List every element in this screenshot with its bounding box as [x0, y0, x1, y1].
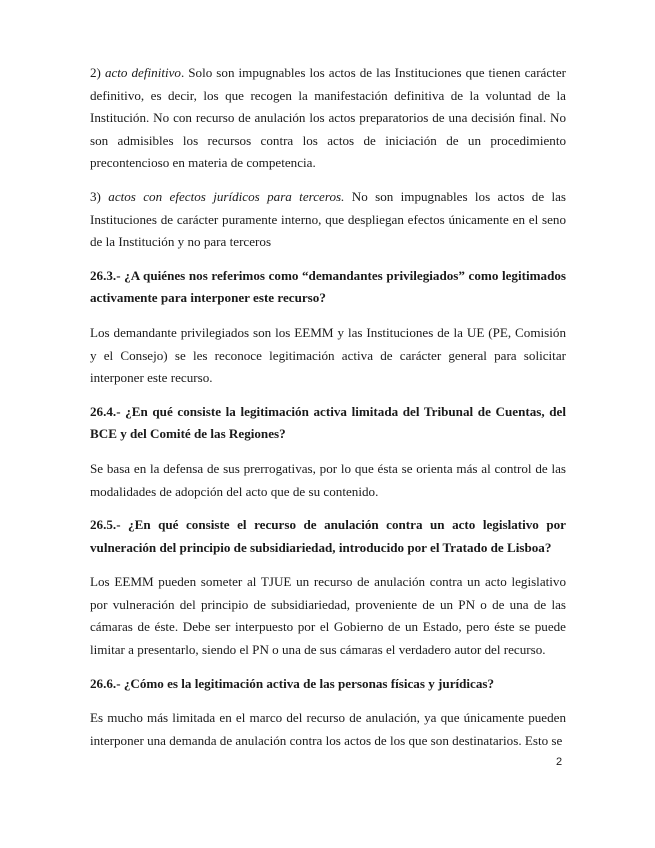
- paragraph-text: No son impugnables los actos de las Instituciones de carácter puramente interno, que despliegan efectos únicamente en el seno de la Institución y no para terceros: [90, 188, 567, 250]
- list-number: 3): [90, 188, 109, 204]
- paragraph-26-6: Es mucho más limitada en el marco del recurso de anulación, ya que únicamente pueden interponer una demanda de anulación contra los actos de los que son destinatarios. Esto se: [90, 710, 566, 748]
- paragraph-acto-definitivo: [90, 62, 566, 175]
- heading-26-6: 26.6.- ¿Cómo es la legitimación activa de las personas físicas y jurídicas?: [90, 675, 495, 691]
- paragraph-26-4: Se basa en la defensa de sus prerrogativas, por lo que ésta se orienta más al control de las modalidades de adopción del acto que de su contenido.: [90, 460, 566, 499]
- paragraph-actos-efectos-juridicos: [90, 186, 566, 254]
- page-number: 2: [556, 756, 563, 768]
- heading-26-4: 26.4.- ¿En qué consiste la legitimación activa limitada del Tribunal de Cuentas, del BCE y del Comité de las Regiones?: [90, 403, 566, 442]
- paragraph-text: . Solo son impugnables los actos de las Instituciones que tienen carácter definitivo, es decir, los que recogen la manifestación definitiva de la voluntad de la Institución. No con recurso de anulación los actos preparatorios de una decisión final. No son admisibles los recursos contra los actos de iniciación de un procedimiento precontencioso en materia de competencia.: [90, 65, 566, 171]
- document-page: [90, 62, 566, 752]
- term-acto-definitivo: acto definitivo: [104, 65, 181, 80]
- heading-26-3: 26.3.- ¿A quiénes nos referimos como “demandantes privilegiados” como legitimados activamente para interponer este recurso?: [90, 267, 566, 306]
- paragraph-26-3: Los demandante privilegiados son los EEMM y las Instituciones de la UE (PE, Comisión y el Consejo) se les reconoce legitimación activa de carácter general para solicitar interponer este recurso.: [90, 324, 566, 386]
- paragraph-26-5: Los EEMM pueden someter al TJUE un recurso de anulación contra un acto legislativo por vulneración del principio de subsidiariedad, proveniente de un PN o de una de las cámaras de éste. Debe ser interpuesto por el Gobierno de un Estado, pero éste se puede limitar a presentarlo, siendo el PN o una de sus cámaras el verdadero autor del recurso.: [90, 574, 566, 658]
- heading-26-5: 26.5.- ¿En qué consiste el recurso de anulación contra un acto legislativo por vulneración del principio de subsidiariedad, introducido por el Tratado de Lisboa?: [90, 517, 566, 555]
- term-actos-efectos-juridicos: actos con efectos jurídicos para terceros.: [108, 188, 345, 204]
- list-number: 2): [90, 65, 105, 80]
